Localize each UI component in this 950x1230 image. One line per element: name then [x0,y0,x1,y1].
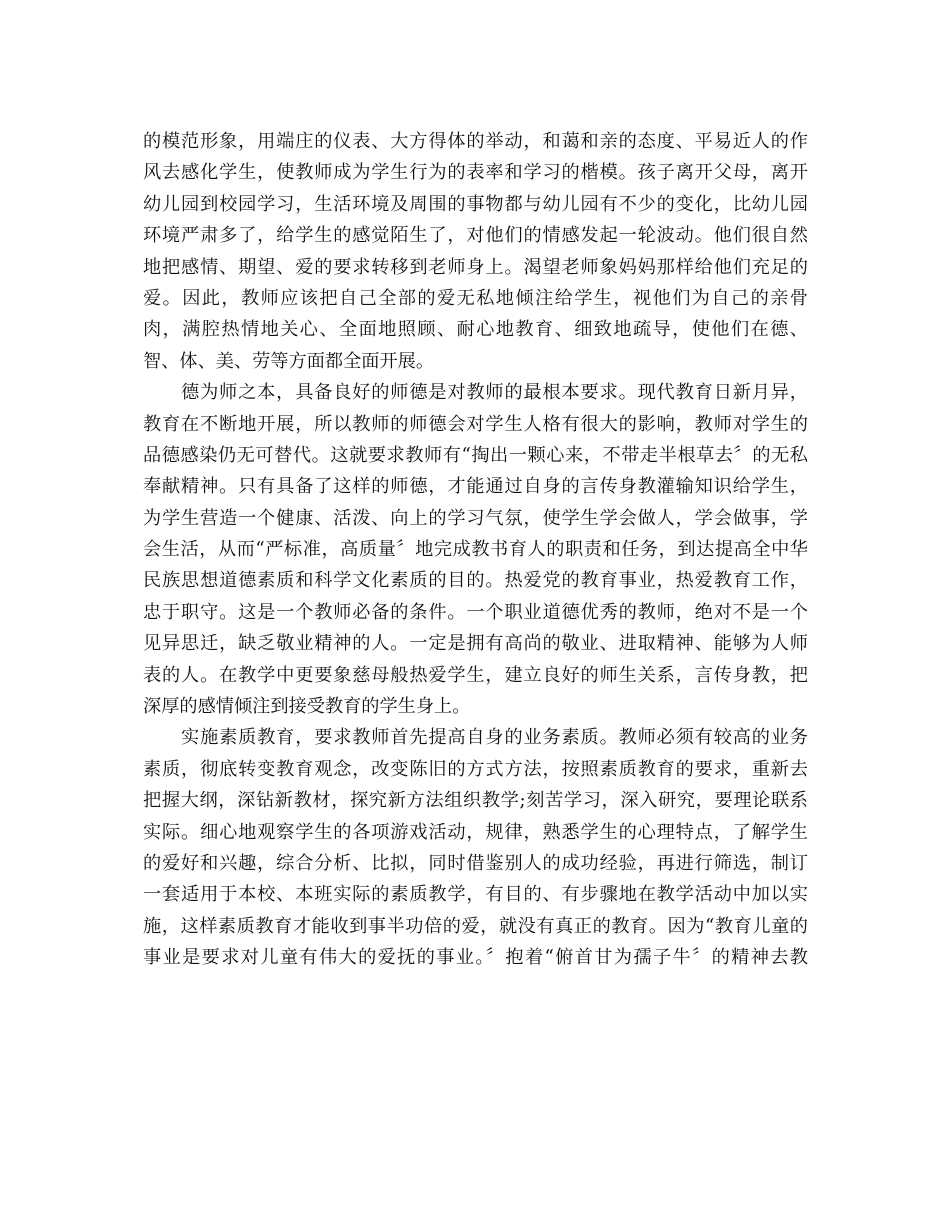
text-line: 施，这样素质教育才能收到事半功倍的爱，就没有真正的教育。因为“教育儿童的 [143,915,808,937]
document-body [143,126,808,974]
text-line: 肉，满腔热情地关心、全面地照顾、耐心地教育、细致地疏导，使他们在德、 [143,319,808,341]
text-line: 忠于职守。这是一个教师必备的条件。一个职业道德优秀的教师，绝对不是一个 [143,601,808,623]
text-line: 环境严肃多了，给学生的感觉陌生了，对他们的情感发起一轮波动。他们很自然 [143,225,808,247]
paragraph-3 [143,722,808,973]
text-line: 会生活，从而“严标准，高质量〞地完成教书育人的职责和任务，到达提高全中华 [143,539,808,561]
text-line: 教育在不断地开展，所以教师的师德会对学生人格有很大的影响，教师对学生的 [143,413,808,435]
text-line: 表的人。在教学中更要象慈母般热爱学生，建立良好的师生关系，言传身教，把 [143,664,808,686]
text-line: 的模范形象，用端庄的仪表、大方得体的举动，和蔼和亲的态度、平易近人的作 [143,131,808,152]
text-line: 品德感染仍无可替代。这就要求教师有“掏出一颗心来，不带走半根草去〞的无私 [143,444,808,466]
paragraph-2 [143,377,808,722]
text-line: 把握大纲，深钻新教材，探究新方法组织教学;刻苦学习，深入研究，要理论联系 [143,790,808,812]
text-line: 幼儿园到校园学习，生活环境及周围的事物都与幼儿园有不少的变化，比幼儿园 [143,193,808,215]
text-line: 事业是要求对儿童有伟大的爱抚的事业。〞抱着“俯首甘为孺子牛〞的精神去教 [143,947,808,969]
text-line: 的爱好和兴趣，综合分析、比拟，同时借鉴别人的成功经验，再进行筛选，制订 [143,852,808,874]
text-line: 为学生营造一个健康、活泼、向上的学习气氛，使学生学会做人，学会做事，学 [143,507,808,529]
text-line: 素质，彻底转变教育观念，改变陈旧的方式方法，按照素质教育的要求，重新去 [143,758,808,780]
text-line: 深厚的感情倾注到接受教育的学生身上。 [143,696,471,718]
text-line: 民族思想道德素质和科学文化素质的目的。热爱党的教育事业，热爱教育工作， [143,570,808,592]
paragraph-1 [143,126,808,377]
text-line: 智、体、美、劳等方面都全面开展。 [143,350,435,372]
text-line: 一套适用于本校、本班实际的素质教学，有目的、有步骤地在教学活动中加以实 [143,884,808,906]
text-line: 爱。因此，教师应该把自己全部的爱无私地倾注给学生，视他们为自己的亲骨 [143,287,808,309]
text-line: 实施素质教育，要求教师首先提高自身的业务素质。教师必须有较高的业务 [143,727,808,749]
text-line: 奉献精神。只有具备了这样的师德，才能通过自身的言传身教灌输知识给学生， [143,476,808,498]
text-line: 实际。细心地观察学生的各项游戏活动，规律，熟悉学生的心理特点，了解学生 [143,821,808,843]
text-line: 地把感情、期望、爱的要求转移到老师身上。渴望老师象妈妈那样给他们充足的 [143,256,808,278]
text-line: 风去感化学生，使教师成为学生行为的表率和学习的楷模。孩子离开父母，离开 [143,162,808,184]
text-line: 德为师之本，具备良好的师德是对教师的最根本要求。现代教育日新月异， [143,382,808,404]
text-line: 见异思迁，缺乏敬业精神的人。一定是拥有高尚的敬业、进取精神、能够为人师 [143,633,808,655]
